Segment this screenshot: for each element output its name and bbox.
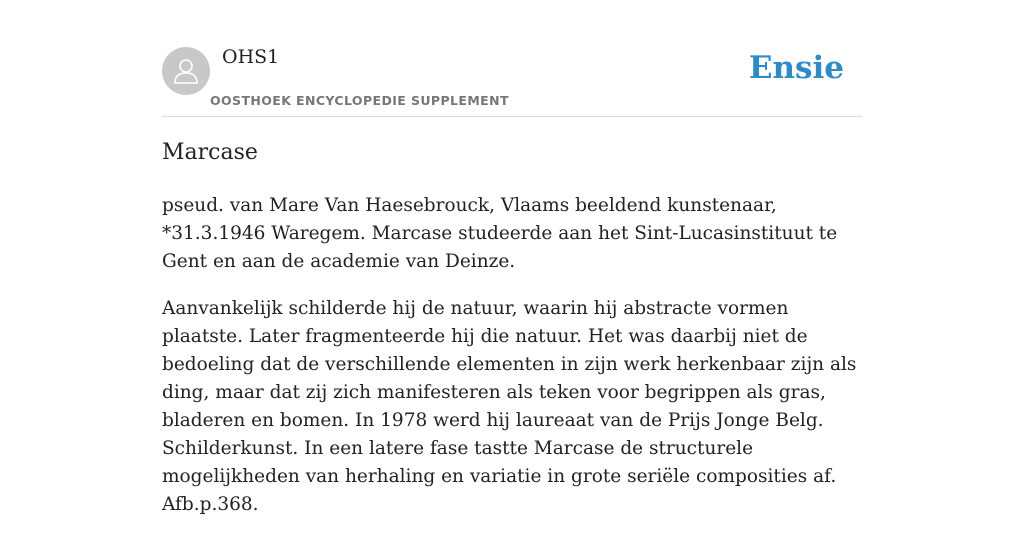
article-body: [162, 192, 867, 538]
article-paragraph: Aanvankelijk schilderde hij de natuur, waarin hij abstracte vormen plaatste. Later fragmenteerde hij die natuur. Het was daarbij niet de bedoeling dat de verschillende elementen in zijn werk herkenbaar zijn als ding, maar dat zij zich manifesteren als teken voor begrippen als gras, bladeren en bomen. In 1978 werd hij laureaat van de Prijs Jonge Belg. Schilderkunst. In een latere fase tastte Marcase de structurele mogelijkheden van herhaling en variatie in grote seriële composities af. Afb.p.368.: [162, 298, 857, 515]
page-title: Marcase: [162, 140, 258, 165]
user-icon: [171, 56, 201, 86]
article-paragraph: pseud. van Mare Van Haesebrouck, Vlaams beeldend kunstenaar, *31.3.1946 Waregem. Marcase studeerde aan het Sint-Lucasinstituut te Gent en aan de academie van Deinze.: [162, 195, 838, 272]
header: [162, 46, 862, 117]
avatar[interactable]: [162, 47, 210, 95]
brand-logo[interactable]: Ensie: [748, 50, 844, 86]
source-subtitle[interactable]: OOSTHOEK ENCYCLOPEDIE SUPPLEMENT: [210, 93, 509, 108]
user-name[interactable]: OHS1: [222, 46, 280, 68]
